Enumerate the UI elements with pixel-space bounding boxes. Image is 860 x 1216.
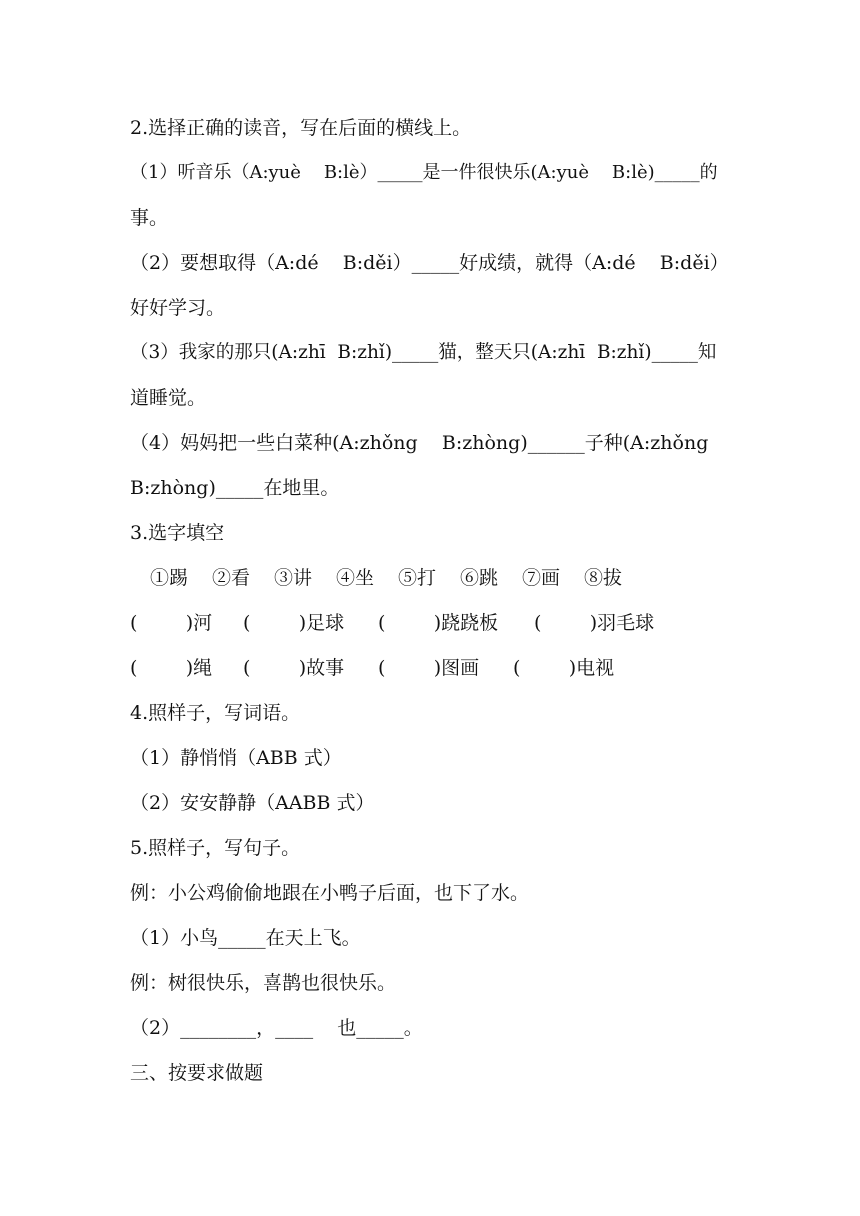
q2-item4-line2: B:zhòng)_____在地里。 — [130, 477, 340, 499]
option-5: ⑤打 — [398, 567, 437, 589]
option-4: ④坐 — [336, 567, 375, 589]
q4-item1: （1）静悄悄（ABB 式） — [130, 747, 342, 769]
q4-item2: （2）安安静静（AABB 式） — [130, 792, 375, 814]
blank-3: ( )跷跷板 — [378, 612, 499, 634]
blank-7: ( )图画 — [378, 657, 480, 679]
q2-item4-line1: （4）妈妈把一些白菜种(A:zhǒng B:zhòng)______子种(A:zhǒng — [130, 432, 709, 454]
q2-heading: 2.选择正确的读音，写在后面的横线上。 — [130, 117, 472, 139]
q5-example1: 例：小公鸡偷偷地跟在小鸭子后面，也下了水。 — [130, 882, 530, 904]
blank-4: ( )羽毛球 — [534, 612, 655, 634]
q2-item2-line1: （2）要想取得（A:dé B:děi）_____好成绩，就得（A:dé B:děi） — [130, 252, 729, 274]
option-2: ②看 — [212, 567, 251, 589]
option-6: ⑥跳 — [460, 567, 499, 589]
q2-item1-line2: 事。 — [130, 207, 169, 229]
q2-item1-line1: （1）听音乐（A:yuè B:lè）_____是一件很快乐(A:yuè B:lè)_____的 — [130, 162, 718, 183]
blank-6: ( )故事 — [243, 657, 345, 679]
option-8: ⑧拔 — [584, 567, 623, 589]
q5-item1: （1）小鸟_____在天上飞。 — [130, 927, 361, 949]
blank-8: ( )电视 — [513, 657, 615, 679]
q2-item3-line1: （3）我家的那只(A:zhī B:zhǐ)_____猫，整天只(A:zhī B:zhǐ)_____知 — [130, 342, 717, 363]
q5-heading: 5.照样子，写句子。 — [130, 837, 301, 859]
q2-item2-line2: 好好学习。 — [130, 297, 226, 319]
blank-2: ( )足球 — [243, 612, 345, 634]
q5-example2: 例：树很快乐，喜鹊也很快乐。 — [130, 972, 397, 994]
option-7: ⑦画 — [522, 567, 561, 589]
q5-item2: （2）________，____ 也_____。 — [130, 1017, 423, 1039]
blank-1: ( )河 — [130, 612, 213, 634]
option-1: ①踢 — [150, 567, 189, 589]
blank-5: ( )绳 — [130, 657, 213, 679]
q2-item3-line2: 道睡觉。 — [130, 387, 207, 409]
q4-heading: 4.照样子，写词语。 — [130, 702, 301, 724]
q3-heading: 3.选字填空 — [130, 522, 225, 544]
option-3: ③讲 — [274, 567, 313, 589]
section3-heading: 三、按要求做题 — [130, 1062, 264, 1084]
